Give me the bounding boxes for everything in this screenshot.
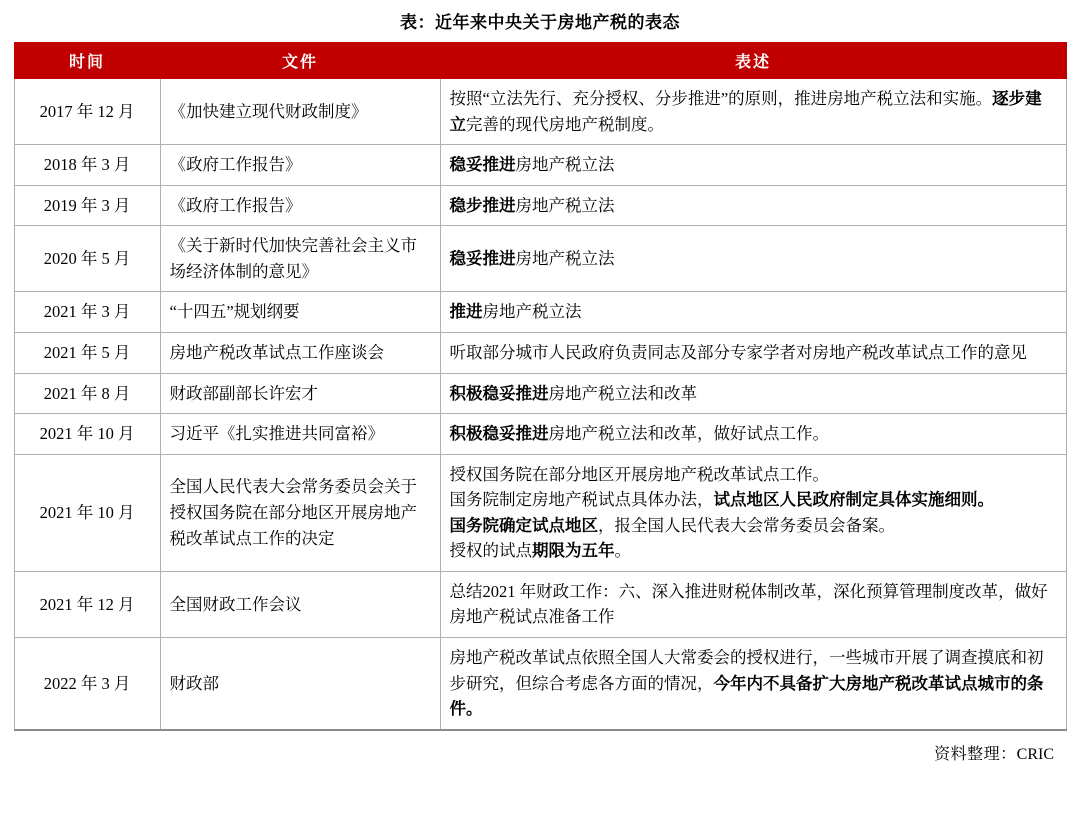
statement-text: 房地产税立法 xyxy=(515,155,615,175)
statement-emphasis: 稳妥推进 xyxy=(449,249,516,269)
table-row xyxy=(14,292,1066,333)
column-header-statement: 表述 xyxy=(440,43,1066,79)
statement-emphasis: 国务院确定试点地区 xyxy=(449,515,598,535)
column-header-document: 文件 xyxy=(160,43,440,79)
cell-document: 习近平《扎实推进共同富裕》 xyxy=(160,414,440,455)
statement-text: ，报全国人民代表大会常务委员会备案。 xyxy=(598,515,895,535)
cell-time: 2022 年 3 月 xyxy=(14,638,160,730)
table-row xyxy=(14,332,1066,373)
statement-table xyxy=(14,42,1067,731)
statement-text: 听取部分城市人民政府负责同志及部分专家学者对房地产税改革试点工作的意见 xyxy=(449,342,1027,362)
statement-emphasis: 推进 xyxy=(449,302,483,322)
cell-document: “十四五”规划纲要 xyxy=(160,292,440,333)
cell-document: 《政府工作报告》 xyxy=(160,185,440,226)
cell-statement xyxy=(440,638,1066,730)
cell-statement xyxy=(440,414,1066,455)
cell-time: 2021 年 10 月 xyxy=(14,454,160,571)
page-title: 表：近年来中央关于房地产税的表态 xyxy=(400,13,680,32)
cell-statement xyxy=(440,145,1066,186)
statement-emphasis: 期限为五年 xyxy=(532,541,615,561)
cell-statement xyxy=(440,185,1066,226)
cell-statement xyxy=(440,454,1066,571)
statement-text: 授权的试点 xyxy=(449,541,532,561)
column-header-time: 时间 xyxy=(14,43,160,79)
cell-statement xyxy=(440,373,1066,414)
statement-text: 总结2021 年财政工作：六、深入推进财税体制改革，深化预算管理制度改革，做好房地产税试点准备工作 xyxy=(449,581,1048,627)
statement-text: 。 xyxy=(614,541,631,561)
statement-emphasis: 试点地区人民政府制定具体实施细则。 xyxy=(713,490,994,510)
cell-time: 2021 年 8 月 xyxy=(14,373,160,414)
statement-text: 房地产税立法和改革，做好试点工作。 xyxy=(548,424,829,444)
source-note xyxy=(10,741,1054,764)
table-body xyxy=(14,79,1066,730)
statement-emphasis: 今年内不具备扩大房地产税改革试点城市的条件。 xyxy=(449,673,1044,719)
table-row xyxy=(14,454,1066,571)
table-row xyxy=(14,226,1066,292)
statement-text: 授权国务院在部分地区开展房地产税改革试点工作。 xyxy=(449,464,829,484)
table-row xyxy=(14,571,1066,637)
table-row xyxy=(14,414,1066,455)
cell-time: 2020 年 5 月 xyxy=(14,226,160,292)
source-label: 资料整理： xyxy=(934,745,1017,763)
cell-document: 《关于新时代加快完善社会主义市场经济体制的意见》 xyxy=(160,226,440,292)
cell-statement xyxy=(440,79,1066,145)
cell-document: 房地产税改革试点工作座谈会 xyxy=(160,332,440,373)
statement-text: 房地产税立法 xyxy=(515,249,615,269)
source-org: CRIC xyxy=(1016,745,1054,763)
table-row xyxy=(14,373,1066,414)
cell-time: 2021 年 12 月 xyxy=(14,571,160,637)
statement-emphasis: 积极稳妥推进 xyxy=(449,383,549,403)
cell-document: 全国财政工作会议 xyxy=(160,571,440,637)
table-row xyxy=(14,145,1066,186)
cell-document: 《政府工作报告》 xyxy=(160,145,440,186)
statement-emphasis: 逐步建立 xyxy=(449,89,1042,134)
cell-time: 2021 年 10 月 xyxy=(14,414,160,455)
table-row xyxy=(14,185,1066,226)
statement-text: 房地产税立法 xyxy=(482,302,582,322)
cell-time: 2021 年 3 月 xyxy=(14,292,160,333)
table-head xyxy=(14,43,1066,79)
statement-emphasis: 稳妥推进 xyxy=(449,155,516,175)
table-header-row xyxy=(14,43,1066,79)
cell-time: 2018 年 3 月 xyxy=(14,145,160,186)
table-row xyxy=(14,79,1066,145)
cell-statement xyxy=(440,292,1066,333)
cell-statement xyxy=(440,332,1066,373)
cell-statement xyxy=(440,226,1066,292)
statement-text: 国务院制定房地产税试点具体办法， xyxy=(449,490,714,510)
statement-text: 完善的现代房地产税制度。 xyxy=(466,114,664,134)
statement-text: 房地产税立法和改革 xyxy=(548,383,697,403)
statement-text: 按照“立法先行、充分授权、分步推进”的原则，推进房地产税立法和实施。 xyxy=(449,89,993,108)
cell-document: 全国人民代表大会常务委员会关于授权国务院在部分地区开展房地产税改革试点工作的决定 xyxy=(160,454,440,571)
cell-time: 2019 年 3 月 xyxy=(14,185,160,226)
statement-text: 房地产税立法 xyxy=(515,195,615,215)
cell-time: 2021 年 5 月 xyxy=(14,332,160,373)
cell-document: 《加快建立现代财政制度》 xyxy=(160,79,440,145)
cell-statement xyxy=(440,571,1066,637)
statement-text: 房地产税改革试点依照全国人大常委会的授权进行，一些城市开展了调查摸底和初步研究，但综合考虑各方面的情况， xyxy=(449,648,1044,693)
statement-emphasis: 稳步推进 xyxy=(449,195,516,215)
cell-document: 财政部 xyxy=(160,638,440,730)
cell-document: 财政部副部长许宏才 xyxy=(160,373,440,414)
table-row xyxy=(14,638,1066,730)
statement-emphasis: 积极稳妥推进 xyxy=(449,424,549,444)
cell-time: 2017 年 12 月 xyxy=(14,79,160,145)
